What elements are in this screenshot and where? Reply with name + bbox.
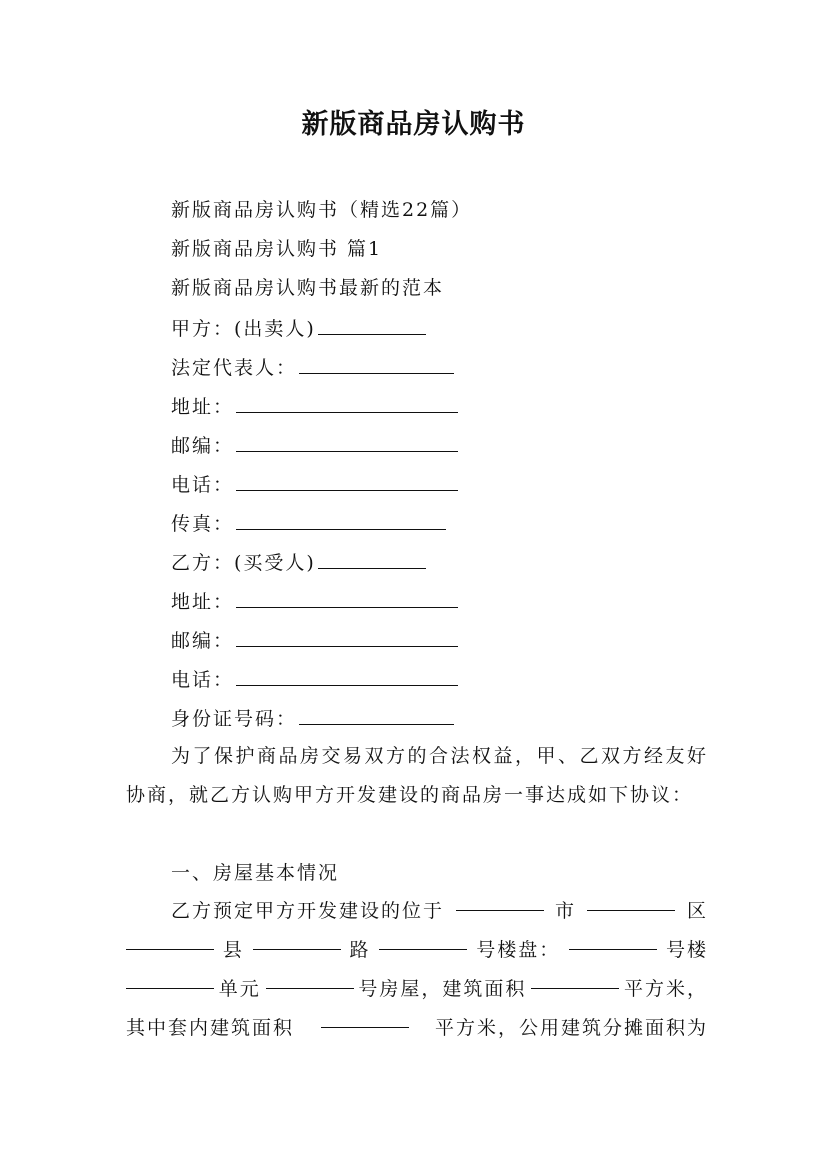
party-a-postcode-line [171,433,458,457]
party-a-address-label: 地址： [171,396,235,418]
party-b-address-label: 地址： [171,591,235,613]
district-field [587,892,675,911]
party-b-postcode-line [171,628,458,652]
estate-number-field [379,931,467,950]
interior-area-label: 其中套内建筑面积 [126,1017,295,1039]
room-field [266,970,354,989]
party-a-postcode-field [236,433,458,452]
district-unit: 区 [686,900,708,922]
party-a-address-field [236,394,458,413]
section-1-heading: 一、房屋基本情况 [171,862,340,884]
party-b-postcode-field [236,628,458,647]
unit-field [126,970,214,989]
section-1-row-2 [126,931,708,970]
subtitle-chapter: 新版商品房认购书 篇1 [171,238,383,260]
subtitle-template: 新版商品房认购书最新的范本 [171,277,445,299]
county-unit: 县 [222,939,244,961]
city-unit: 市 [554,900,576,922]
party-b-line [171,550,426,574]
unit-label: 单元 [218,978,261,1000]
city-field [456,892,544,911]
party-b-id-field [299,706,454,725]
party-a-line [171,316,426,340]
party-b-phone-line [171,667,458,691]
party-a-legal-rep-line [171,355,454,379]
county-field [126,931,214,950]
party-b-name-field [318,550,426,569]
party-a-fax-field [236,511,446,530]
party-a-label: 甲方：(出卖人) [171,318,316,340]
interior-area-field [321,1009,409,1028]
document-title: 新版商品房认购书 [301,109,526,140]
party-a-name-field [318,316,426,335]
party-b-id-label: 身份证号码： [171,708,298,730]
building-field [569,931,657,950]
floor-area-field [531,970,619,989]
party-a-legal-rep-field [299,355,454,374]
location-prefix: 乙方预定甲方开发建设的位于 [171,900,445,922]
party-a-address-line [171,394,458,418]
sqm-label-1: 平方米， [623,978,708,1000]
party-a-postcode-label: 邮编： [171,435,235,457]
party-b-phone-label: 电话： [171,669,235,691]
party-b-address-field [236,589,458,608]
section-1-row-3 [126,970,708,1009]
intro-paragraph: 为了保护商品房交易双方的合法权益，甲、乙双方经友好协商，就乙方认购甲方开发建设的商品房一事达成如下协议： [126,745,708,806]
subtitle-collection: 新版商品房认购书（精选22篇） [171,199,473,221]
party-b-phone-field [236,667,458,686]
party-b-label: 乙方：(买受人) [171,552,316,574]
building-unit: 号楼 [665,939,708,961]
party-b-postcode-label: 邮编： [171,630,235,652]
party-a-fax-label: 传真： [171,513,235,535]
section-1-row-4 [126,1009,708,1048]
road-unit: 路 [349,939,371,961]
party-a-phone-line [171,472,458,496]
party-a-phone-field [236,472,458,491]
party-a-phone-label: 电话： [171,474,235,496]
shared-area-label: 平方米，公用建筑分摊面积为 [434,1017,708,1039]
section-1-paragraph [126,892,708,1048]
section-1-row-1 [126,892,708,931]
road-field [253,931,341,950]
estate-unit: 号楼盘： [476,939,561,961]
party-a-legal-rep-label: 法定代表人： [171,357,298,379]
room-area-label: 号房屋，建筑面积 [358,978,527,1000]
party-b-id-line [171,706,454,730]
party-b-address-line [171,589,458,613]
party-a-fax-line [171,511,446,535]
